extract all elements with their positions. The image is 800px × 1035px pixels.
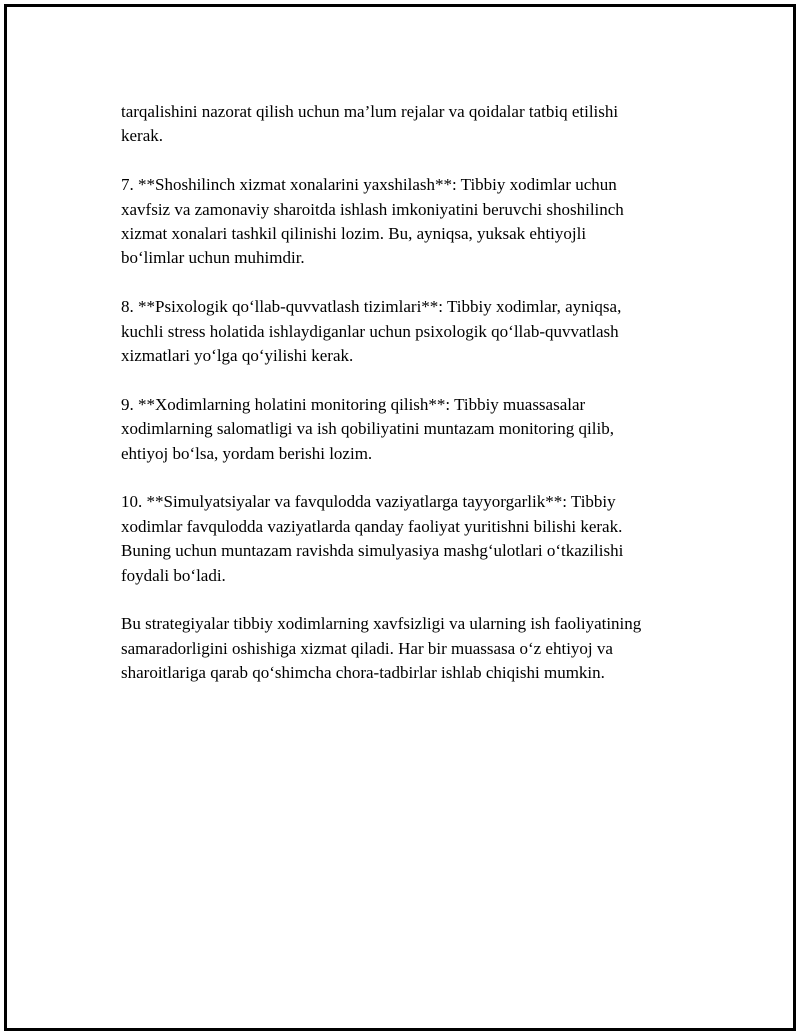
- text-line: foydali bo‘ladi.: [121, 565, 226, 585]
- paragraph-item-9: [121, 393, 721, 466]
- text-line: xizmatlari yo‘lga qo‘yilishi kerak.: [121, 346, 354, 366]
- text-line: xavfsiz va zamonaviy sharoitda ishlash imkoniyatini beruvchi shoshilinch: [121, 199, 624, 219]
- text-line: tarqalishini nazorat qilish uchun ma’lum rejalar va qoidalar tatbiq etilishi: [121, 102, 619, 121]
- text-line: 7. **Shoshilinch xizmat xonalarini yaxshilash**: Tibbiy xodimlar uchun: [121, 175, 617, 195]
- text-line: xodimlar favqulodda vaziyatlarda qanday faoliyat yuritishni bilishi kerak.: [121, 516, 623, 536]
- text-line: kuchli stress holatida ishlaydiganlar uchun psixologik qo‘llab-quvvatlash: [121, 321, 619, 341]
- document-body: [121, 100, 721, 710]
- text-line: samaradorligini oshishiga xizmat qiladi. Har bir muassasa o‘z ehtiyoj va: [121, 638, 613, 658]
- text-line: xodimlarning salomatligi va ish qobiliyatini muntazam monitoring qilib,: [121, 419, 614, 439]
- paragraph-item-10: [121, 490, 721, 588]
- paragraph-continuation: [121, 100, 721, 149]
- paragraph-item-8: [121, 295, 721, 368]
- text-line: Buning uchun muntazam ravishda simulyasiya mashg‘ulotlari o‘tkazilishi: [121, 541, 624, 561]
- text-line: xizmat xonalari tashkil qilinishi lozim. Bu, ayniqsa, yuksak ehtiyojli: [121, 224, 587, 244]
- text-line: sharoitlariga qarab qo‘shimcha chora-tadbirlar ishlab chiqishi mumkin.: [121, 663, 605, 683]
- text-line: kerak.: [121, 126, 164, 146]
- text-line: Bu strategiyalar tibbiy xodimlarning xavfsizligi va ularning ish faoliyatining: [121, 614, 642, 634]
- text-line: 9. **Xodimlarning holatini monitoring qilish**: Tibbiy muassasalar: [121, 394, 586, 414]
- page-frame: [4, 4, 796, 1031]
- text-line: 10. **Simulyatsiyalar va favqulodda vaziyatlarga tayyorgarlik**: Tibbiy: [121, 492, 616, 512]
- text-line: 8. **Psixologik qo‘llab-quvvatlash tizimlari**: Tibbiy xodimlar, ayniqsa,: [121, 297, 622, 317]
- text-line: bo‘limlar uchun muhimdir.: [121, 248, 305, 268]
- paragraph-conclusion: [121, 612, 721, 685]
- text-line: ehtiyoj bo‘lsa, yordam berishi lozim.: [121, 443, 373, 463]
- paragraph-item-7: [121, 173, 721, 271]
